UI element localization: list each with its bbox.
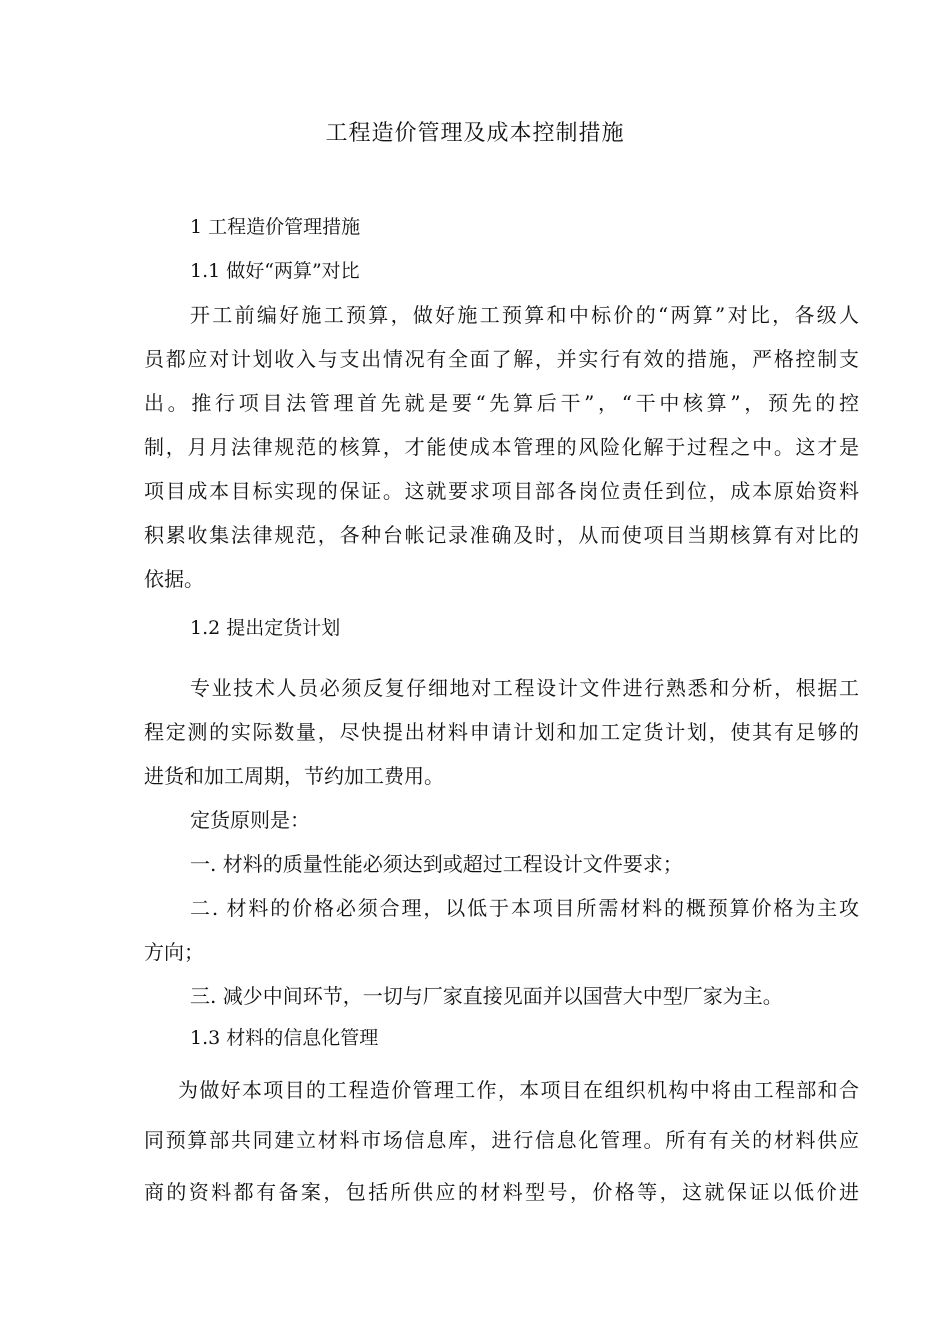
section-1-1-heading: 1.1 做好“两算”对比 (190, 260, 360, 282)
paragraph-line: 专业技术人员必须反复仔细地对工程设计文件进行熟悉和分析，根据工 (190, 676, 859, 700)
principles-intro: 定货原则是： (190, 808, 310, 832)
principle-item-continuation: 方向； (144, 940, 204, 964)
paragraph-line: 商的资料都有备案，包括所供应的材料型号，价格等，这就保证以低价进 (144, 1180, 859, 1204)
paragraph-line: 项目成本目标实现的保证。这就要求项目部各岗位责任到位，成本原始资料 (144, 479, 859, 503)
paragraph-line: 依据。 (144, 567, 204, 591)
paragraph-line: 开工前编好施工预算，做好施工预算和中标价的“两算”对比，各级人 (190, 303, 859, 327)
paragraph-line: 为做好本项目的工程造价管理工作，本项目在组织机构中将由工程部和合 (178, 1078, 859, 1102)
paragraph-line: 同预算部共同建立材料市场信息库，进行信息化管理。所有有关的材料供应 (144, 1128, 859, 1152)
paragraph-line: 积累收集法律规范，各种台帐记录准确及时，从而使项目当期核算有对比的 (144, 523, 859, 547)
paragraph-line: 员都应对计划收入与支出情况有全面了解，并实行有效的措施，严格控制支 (144, 347, 859, 371)
paragraph-line: 程定测的实际数量，尽快提出材料申请计划和加工定货计划，使其有足够的 (144, 720, 859, 744)
section-1-2-heading: 1.2 提出定货计划 (190, 617, 341, 639)
paragraph-line: 进货和加工周期，节约加工费用。 (144, 764, 444, 788)
paragraph-line: 出。推行项目法管理首先就是要“先算后干”，“干中核算”，预先的控 (144, 391, 859, 415)
principle-item: 一. 材料的质量性能必须达到或超过工程设计文件要求； (190, 852, 683, 876)
section-1-3-heading: 1.3 材料的信息化管理 (190, 1027, 379, 1049)
principle-item: 三. 减少中间环节，一切与厂家直接见面并以国营大中型厂家为主。 (190, 984, 783, 1008)
paragraph-line: 制，月月法律规范的核算，才能使成本管理的风险化解于过程之中。这才是 (144, 435, 859, 459)
document-title: 工程造价管理及成本控制措施 (325, 121, 625, 146)
section-1-heading: 1 工程造价管理措施 (190, 216, 361, 238)
principle-item: 二. 材料的价格必须合理，以低于本项目所需材料的概预算价格为主攻 (190, 896, 859, 920)
